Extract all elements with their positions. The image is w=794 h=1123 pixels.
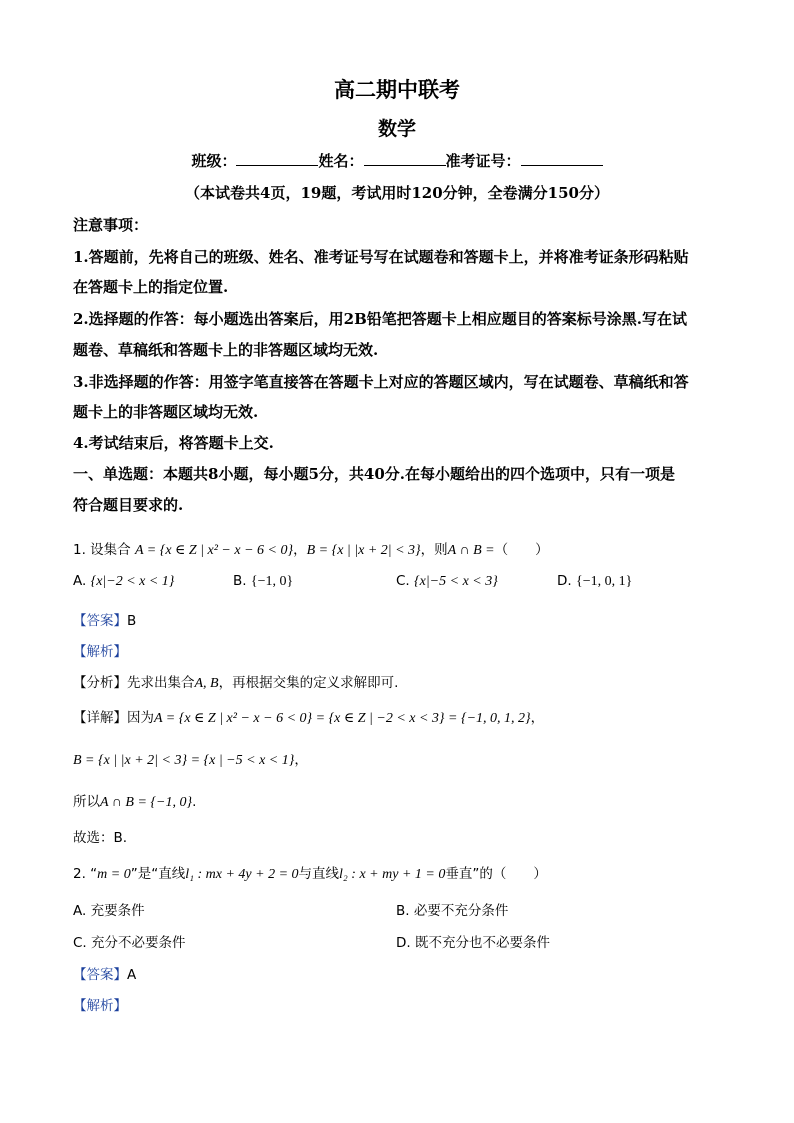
q1-conclusion xyxy=(73,790,196,811)
q1-set-a: A = {x ∈ Z | x² − x − 6 < 0} xyxy=(134,543,294,558)
q2-option-d: D. 既不充分也不必要条件 xyxy=(396,935,550,951)
section-heading-line-1: 一、单选题：本题共8小题，每小题5分，共40分.在每小题给出的四个选项中，只有一项是 xyxy=(73,465,675,483)
xiangjie-end-1: ， xyxy=(530,710,545,726)
xiangjie-math-1: A = {x ∈ Z | x² − x − 6 < 0} = {x ∈ Z | −2 < x < 3} = {−1, 0, 1, 2} xyxy=(154,711,531,726)
class-blank xyxy=(236,151,318,166)
q1-xiangjie-line-2 xyxy=(73,748,308,769)
q1-prefix: 1. 设集合 xyxy=(73,542,131,558)
q1-choose: 故选：B. xyxy=(73,830,128,846)
q2-option-c: C. 充分不必要条件 xyxy=(73,935,186,951)
q1-comma: ， xyxy=(293,542,307,558)
q2-mid-1: ”是“直线 xyxy=(130,866,186,882)
notes-heading: 注意事项： xyxy=(73,216,149,234)
student-info-row xyxy=(0,150,794,171)
q2-prefix: 2. “ xyxy=(73,866,98,882)
option-c-label: C. xyxy=(396,573,410,589)
q1-option-b xyxy=(233,573,293,590)
so-text: 所以 xyxy=(73,794,100,810)
q2-l2-math: l₂ : x + my + 1 = 0 xyxy=(339,867,446,882)
q2-m-math: m = 0 xyxy=(97,867,131,882)
ticket-blank xyxy=(521,151,603,166)
class-label: 班级： xyxy=(191,152,237,170)
q1-set-b: B = {x | |x + 2| < 3} xyxy=(306,543,421,558)
option-a-value: {x|−2 < x < 1} xyxy=(90,574,175,589)
note-1-line-1: 1.答题前，先将自己的班级、姓名、准考证号写在试题卷和答题卡上，并将准考证条形码粘贴 xyxy=(73,248,689,266)
note-1-line-2: 在答题卡上的指定位置. xyxy=(73,278,229,296)
xiangjie-tag: 【详解】 xyxy=(73,710,127,726)
q1-option-c xyxy=(396,573,498,590)
option-c-value: {x|−5 < x < 3} xyxy=(414,574,498,589)
question-2-stem xyxy=(73,862,547,883)
q2-answer xyxy=(73,963,136,983)
q2-answer-tag: 【答案】 xyxy=(73,967,127,983)
page-title: 高二期中联考 xyxy=(334,77,460,102)
q1-option-d xyxy=(557,573,632,590)
option-a-label: A. xyxy=(73,573,87,589)
answer-value: B xyxy=(127,613,137,629)
q1-analysis-tag: 【解析】 xyxy=(73,644,127,660)
q2-answer-value: A xyxy=(127,967,137,983)
q2-l1-math: l₁ : mx + 4y + 2 = 0 xyxy=(185,867,299,882)
option-d-label: D. xyxy=(557,573,572,589)
note-4: 4.考试结束后，将答题卡上交. xyxy=(73,434,274,452)
fenxi-text-1: 先求出集合 xyxy=(127,675,195,691)
q2-option-b: B. 必要不充分条件 xyxy=(396,903,509,919)
xiangjie-math-2: B = {x | |x + 2| < 3} = {x | −5 < x < 1} xyxy=(73,753,295,768)
q1-answer xyxy=(73,609,136,629)
option-d-value: {−1, 0, 1} xyxy=(575,574,633,589)
q2-mid-2: 与直线 xyxy=(298,866,340,882)
name-label: 姓名： xyxy=(318,152,364,170)
xiangjie-text: 因为 xyxy=(127,710,154,726)
note-2-line-2: 题卷、草稿纸和答题卡上的非答题区域均无效. xyxy=(73,341,379,359)
fenxi-tag: 【分析】 xyxy=(73,675,127,691)
answer-tag: 【答案】 xyxy=(73,613,127,629)
q2-option-a: A. 充要条件 xyxy=(73,903,145,919)
q1-paren: （ ） xyxy=(494,542,549,558)
subject-title: 数学 xyxy=(377,118,416,140)
fenxi-text-2: ，再根据交集的定义求解即可. xyxy=(218,675,399,691)
fenxi-math: A, B xyxy=(194,676,219,691)
ticket-label: 准考证号： xyxy=(445,152,521,170)
note-2-line-1: 2.选择题的作答：每小题选出答案后，用2B铅笔把答题卡上相应题目的答案标号涂黑.写在试 xyxy=(73,310,688,328)
so-math: A ∩ B = {−1, 0} xyxy=(100,795,193,810)
exam-info: （本试卷共4页，19题，考试用时120分钟，全卷满分150分） xyxy=(185,184,609,202)
so-end: . xyxy=(192,794,197,810)
q1-option-a xyxy=(73,573,174,590)
option-b-value: {−1, 0} xyxy=(250,574,294,589)
q1-fenxi xyxy=(73,671,398,692)
section-heading-line-2: 符合题目要求的. xyxy=(73,496,184,514)
q1-suffix: ，则 xyxy=(420,542,448,558)
q1-xiangjie xyxy=(73,706,544,727)
option-b-label: B. xyxy=(233,573,247,589)
q2-analysis-tag: 【解析】 xyxy=(73,998,127,1014)
note-3-line-1: 3.非选择题的作答：用签字笔直接答在答题卡上对应的答题区域内，写在试题卷、草稿纸和答 xyxy=(73,373,689,391)
xiangjie-end-2: ， xyxy=(294,752,308,768)
q1-intersect: A ∩ B = xyxy=(447,543,495,558)
question-1-stem xyxy=(73,538,549,559)
note-3-line-2: 题卡上的非答题区域均无效. xyxy=(73,403,259,421)
q2-mid-3: 垂直”的（ ） xyxy=(445,866,547,882)
name-blank xyxy=(364,151,446,166)
